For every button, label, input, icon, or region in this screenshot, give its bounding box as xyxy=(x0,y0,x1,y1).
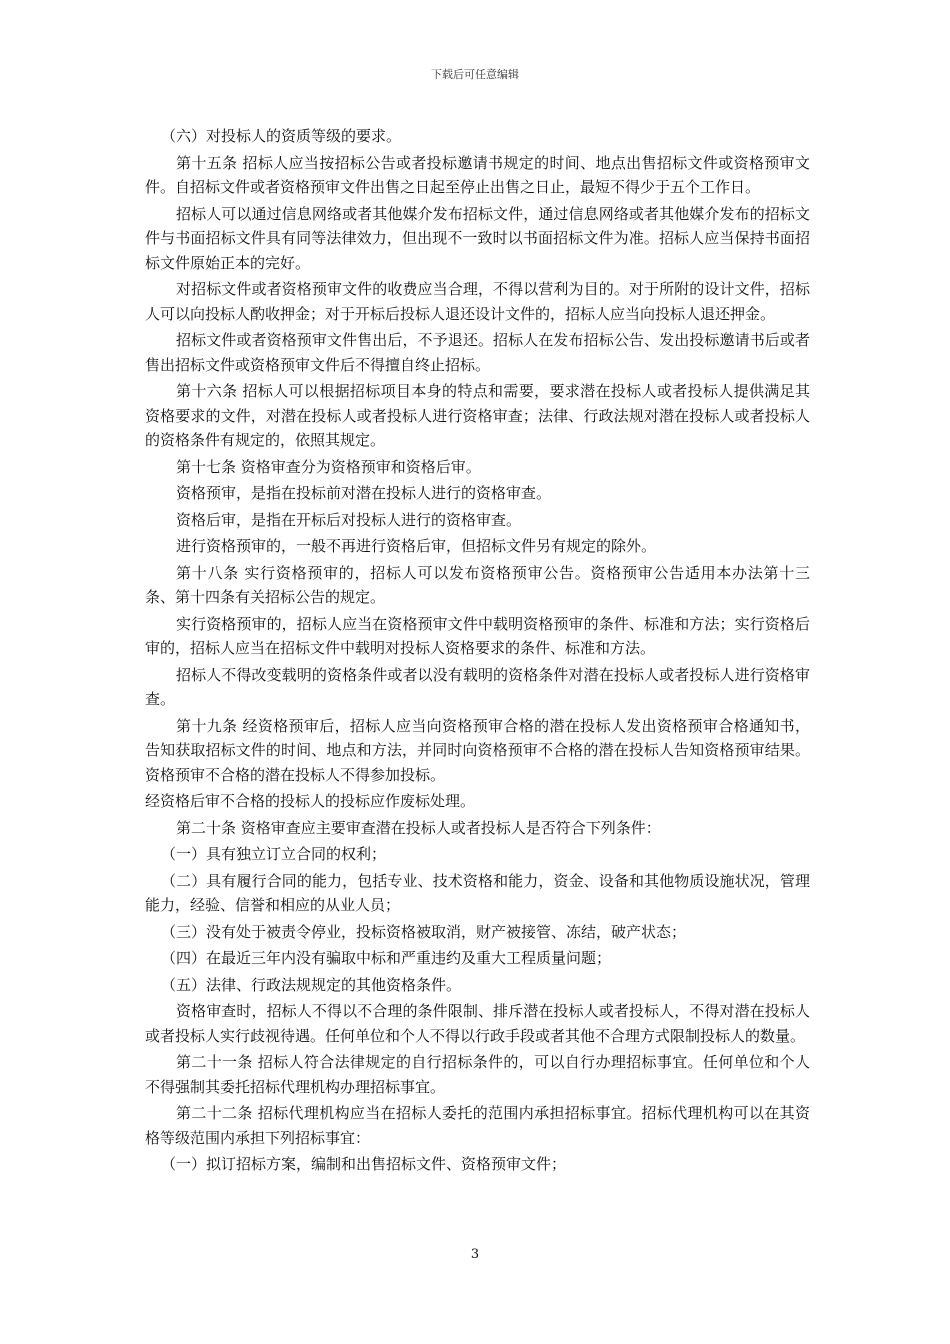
paragraph: 对招标文件或者资格预审文件的收费应当合理，不得以营利为目的。对于所附的设计文件，招标人可以向投标人酌收押金；对于开标后投标人退还设计文件的，招标人应当向投标人退还押金。 xyxy=(145,280,810,323)
paragraph: （五）法律、行政法规规定的其他资格条件。 xyxy=(161,975,462,994)
paragraph: 资格后审，是指在开标后对投标人进行的资格审查。 xyxy=(176,510,522,529)
paragraph: （二）具有履行合同的能力，包括专业、技术资格和能力，资金、设备和其他物质设施状况，管理能力，经验、信誉和相应的从业人员； xyxy=(145,871,810,914)
paragraph: （六）对投标人的资质等级的要求。 xyxy=(161,127,402,145)
paragraph: （一）拟订招标方案，编制和出售招标文件、资格预审文件； xyxy=(161,1155,567,1173)
paragraph: （四）在最近三年内没有骗取中标和严重违约及重大工程质量问题； xyxy=(161,949,612,967)
paragraph: 第二十二条 招标代理机构应当在招标人委托的范围内承担招标事宜。招标代理机构可以在其资格等级范围内承担下列招标事宜： xyxy=(145,1104,810,1147)
paragraph: 实行资格预审的，招标人应当在资格预审文件中载明资格预审的条件、标准和方法；实行资格后审的，招标人应当在招标文件中载明对投标人资格要求的条件、标准和方法。 xyxy=(145,614,810,657)
paragraph: 第十八条 实行资格预审的，招标人可以发布资格预审公告。资格预审公告适用本办法第十三条、第十四条有关招标公告的规定。 xyxy=(145,563,810,606)
paragraph: 招标人可以通过信息网络或者其他媒介发布招标文件，通过信息网络或者其他媒介发布的招标文件与书面招标文件具有同等法律效力，但出现不一致时以书面招标文件为准。招标人应当保持书面招标文件原始正本的完好。 xyxy=(145,204,810,272)
paragraph: （三）没有处于被责令停业，投标资格被取消，财产被接管、冻结，破产状态； xyxy=(161,922,687,941)
paragraph: （一）具有独立订立合同的权利； xyxy=(161,845,387,863)
paragraph: 第二十条 资格审查应主要审查潜在投标人或者投标人是否符合下列条件： xyxy=(176,818,661,837)
page-header: 下载后可任意编辑 xyxy=(431,68,519,81)
paragraph: 进行资格预审的，一般不再进行资格后审，但招标文件另有规定的除外。 xyxy=(176,537,657,555)
page-number: 3 xyxy=(470,1247,480,1262)
document-body xyxy=(145,124,810,1179)
paragraph: 第十七条 资格审查分为资格预审和资格后审。 xyxy=(176,457,481,476)
paragraph: 第十五条 招标人应当按招标公告或者投标邀请书规定的时间、地点出售招标文件或资格预审文件。自招标文件或者资格预审文件出售之日起至停止出售之日止，最短不得少于五个工作日。 xyxy=(145,153,810,196)
paragraph: 第二十一条 招标人符合法律规定的自行招标条件的，可以自行办理招标事宜。任何单位和个人不得强制其委托招标代理机构办理招标事宜。 xyxy=(145,1053,810,1096)
paragraph: 经资格后审不合格的投标人的投标应作废标处理。 xyxy=(145,792,476,810)
paragraph: 招标文件或者资格预审文件售出后，不予退还。招标人在发布招标公告、发出投标邀请书后或者售出招标文件或资格预审文件后不得擅自终止招标。 xyxy=(145,331,810,374)
paragraph: 第十九条 经资格预审后，招标人应当向资格预审合格的潜在投标人发出资格预审合格通知书，告知获取招标文件的时间、地点和方法，并同时向资格预审不合格的潜在投标人告知资格预审结果。资格预审不合格的潜在投标人不得参加投标。 xyxy=(145,716,810,784)
paragraph: 资格审查时，招标人不得以不合理的条件限制、排斥潜在投标人或者投标人，不得对潜在投标人或者投标人实行歧视待遇。任何单位和个人不得以行政手段或者其他不合理方式限制投标人的数量。 xyxy=(145,1002,810,1045)
paragraph: 资格预审，是指在投标前对潜在投标人进行的资格审查。 xyxy=(176,484,552,502)
paragraph: 招标人不得改变载明的资格条件或者以没有载明的资格条件对潜在投标人或者投标人进行资格审查。 xyxy=(145,665,810,708)
paragraph: 第十六条 招标人可以根据招标项目本身的特点和需要，要求潜在投标人或者投标人提供满足其资格要求的文件，对潜在投标人或者投标人进行资格审查；法律、行政法规对潜在投标人或者投标人的资格条件有规定的，依照其规定。 xyxy=(145,382,810,449)
